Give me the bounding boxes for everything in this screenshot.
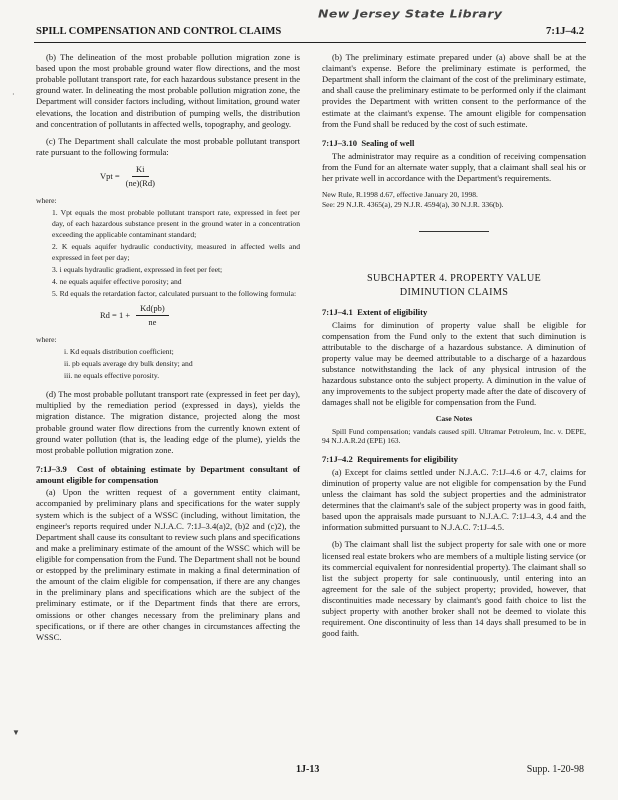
section-divider — [419, 231, 489, 232]
formula-numerator: Kd(pb) — [136, 303, 169, 316]
definition-item: 1. Vpt equals the most probable pollutant transport rate, expressed in feet per day, of each hazardous substance present in the ground water in a concentration exceeding the applicable contaminant standard; — [52, 208, 300, 240]
formula-rd — [100, 303, 300, 328]
section-number: 7:1J–4.2 — [322, 454, 353, 465]
paragraph-4-1: Claims for diminution of property value shall be eligible for compensation from the Fund only to the extent that such diminution is attributable to the discharge of a hazardous substance. A diminution of property value may be deemed attributable to a discharge of a hazardous substance notwithstanding the lack of any physical intrusion of the hazardous substance onto the subject property. A diminution in the value of any improvements to the subject property made after the date of discovery of damages shall not be eligible for compensation from the Fund. — [322, 319, 586, 408]
left-column — [36, 52, 300, 649]
section-number: 7:1J–4.1 — [322, 306, 353, 317]
section-number: 7:1J–3.9 — [36, 463, 67, 474]
definition-item: i. Kd equals distribution coefficient; — [64, 347, 174, 357]
definition-item: 4. ne equals aquifer effective porosity; and — [52, 277, 182, 287]
history-line: See: 29 N.J.R. 4365(a), 29 N.J.R. 4594(a), 30 N.J.R. 336(b). — [322, 199, 504, 209]
chapter-title: SPILL COMPENSATION AND CONTROL CLAIMS — [36, 26, 282, 37]
definitions-list — [36, 195, 300, 299]
section-heading-4-2 — [322, 454, 586, 465]
case-note: Spill Fund compensation; vandals caused spill. Ultramar Petroleum, Inc. v. DEPE, 94 N.J.A.R.2d (EPE) 163. — [322, 426, 586, 446]
subchapter-line: DIMINUTION CLAIMS — [399, 286, 509, 298]
page-header — [36, 26, 584, 37]
paragraph-4-2-a: (a) Except for claims settled under N.J.A.C. 7:1J–4.6 or 4.7, claims for diminution of property value are not eligible for compensation by the Fund unless the claimant has sold the subject properties and the administrator determines that the claimant's sale of the subject property was in good faith, based upon the appraisals made pursuant to N.J.A.C. 7:1J–4.3, 4.4 and the information submitted pursuant to N.J.A.C. 7:1J–4.5. — [322, 466, 586, 533]
paragraph-4-2-b: (b) The claimant shall list the subject property for sale with one or more licensed real estate brokers who are members of a multiple listing service (or its commercial equivalent for nonresidential property). The claimant shall so list the subject property for sale continuously, until entering into an agreement for the sale of the subject property; provided, however, that discontinuities made necessary by claimant's good faith choice to list the subject property with another broker shall not be deemed to violate this requirement. One discontinuity of less than 14 days shall presumed to be in good faith. — [322, 539, 586, 639]
margin-arrow-icon: ▼ — [12, 728, 20, 737]
page-number: 1J-13 — [296, 764, 320, 775]
paragraph-b: (b) The delineation of the most probable pollution migration zone is based upon the most probable ground water flow directions, and the most probable pollutant transport rate, for each hazardous substance present in the ground water. In delineating the most probable pollution migration zone, the Department will consider factors including, without limitation, ground water elevations, the location and distribution of pumping wells, the distribution and concentration of pollutants in affected wells, topography, and geology. — [36, 52, 300, 129]
paragraph-3-9-a: (a) Upon the written request of a government entity claimant, accompanied by preliminary plans and specifications for the water supply system which is the subject of a WSSC (including, without limitation, the engineer's reports required under N.J.A.C. 7:1J–3.4(a)2, (b)2 and (c)2), the Department shall cause its consultant to review such plans and specifications and make a preliminary estimate of the amount of the WSSC which will be eligible for compensation from the Fund. The Department shall not be bound or estopped by the preliminary estimate in making a final determination of the amount of the claim eligible for compensation, if there are any changes in the preliminary plans and specifications which are the subject of the preliminary estimate, or if the Department finds that there are errors, omissions or other changes necessary from the preliminary plans and specifications, or if there are other changes in circumstances affecting the WSSC. — [36, 487, 300, 642]
where-label: where: — [36, 196, 57, 206]
definition-item: 5. Rd equals the retardation factor, calculated pursuant to the following formula: — [52, 289, 297, 299]
definition-item: ii. pb equals average dry bulk density; and — [64, 359, 193, 369]
section-title: Requirements for eligibility — [357, 454, 458, 465]
subchapter-line: SUBCHAPTER 4. PROPERTY VALUE — [366, 273, 542, 285]
paragraph-d: (d) The most probable pollutant transport rate (expressed in feet per day), multiplied by the remediation period (expressed in days), yields the migration distance. The migration distance, projected along the most probable ground water flow directions from the currently known extent of ground water pollution (that is, the leading edge of the plume), yields the most probable pollution migration zone. — [36, 389, 300, 455]
library-stamp: New Jersey State Library — [318, 7, 503, 20]
formula-denominator: (ne)(Rd) — [125, 178, 155, 189]
section-title: Extent of eligibility — [357, 306, 428, 317]
right-column — [322, 52, 586, 645]
paragraph-c: (c) The Department shall calculate the most probable pollutant transport rate pursuant to the following formula: — [36, 135, 300, 157]
sub-definitions-list — [36, 334, 300, 381]
history-note — [322, 190, 586, 210]
definition-item: iii. ne equals effective porosity. — [64, 371, 160, 381]
case-notes-heading: Case Notes — [435, 414, 473, 424]
formula-fraction — [136, 303, 169, 328]
supplement-date: Supp. 1-20-98 — [526, 764, 584, 775]
section-heading-4-1 — [322, 307, 586, 318]
definition-item: 2. K equals aquifer hydraulic conductivity, measured in affected wells and expressed in feet per day; — [52, 242, 300, 263]
where-label: where: — [36, 335, 57, 345]
section-range: 7:1J–4.2 — [546, 26, 584, 37]
section-title: Cost of obtaining estimate by Department consultant of amount eligible for compensation — [36, 463, 301, 485]
subchapter-heading — [322, 272, 586, 299]
header-rule — [34, 42, 586, 43]
formula-numerator: Ki — [132, 164, 149, 177]
section-number: 7:1J–3.10 — [322, 137, 358, 148]
formula-vpt — [100, 164, 300, 189]
formula-denominator: ne — [148, 317, 157, 328]
margin-mark: · — [12, 90, 15, 99]
history-line: New Rule, R.1998 d.67, effective January 20, 1998. — [322, 189, 478, 199]
formula-lhs: Vpt = — [100, 171, 120, 181]
formula-lhs: Rd = 1 + — [100, 310, 131, 321]
paragraph-3-10: The administrator may require as a condition of receiving compensation from the Fund for an alternate water supply, that a claimant shall seal his or her private well in accordance with the Department's requirements. — [322, 150, 586, 183]
section-heading-3-9 — [36, 464, 300, 485]
paragraph-3-9-b: (b) The preliminary estimate prepared under (a) above shall be at the claimant's expense. Before the preliminary estimate is performed, the Department shall inform the claimant of the cost of the preliminary estimate, and shall cause the preliminary estimate to be performed only if the claimant provides the Department with written consent to the performance of the estimate at the claimant's expense. The amount eligible for compensation from the Fund shall be reduced by the cost of such estimate. — [322, 52, 586, 129]
definition-item: 3. i equals hydraulic gradient, expressed in feet per feet; — [52, 265, 223, 275]
section-title: Sealing of well — [361, 137, 415, 148]
formula-fraction — [126, 164, 155, 189]
section-heading-3-10 — [322, 138, 586, 149]
